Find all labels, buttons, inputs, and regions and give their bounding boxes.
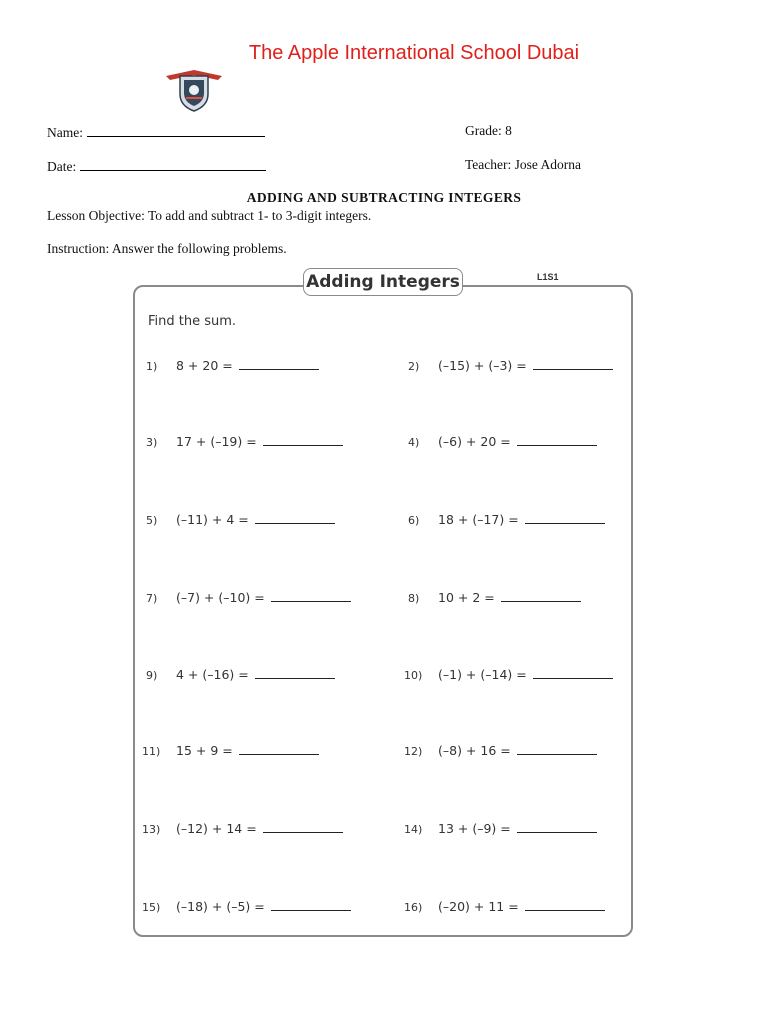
problem-number: 12)	[404, 745, 423, 758]
problem-1	[146, 357, 319, 373]
problem-12	[404, 742, 597, 758]
problem-number: 1)	[146, 360, 158, 373]
worksheet-box	[133, 285, 633, 937]
problem-expression: 8 + 20 =	[176, 358, 233, 373]
problem-number: 6)	[408, 514, 420, 527]
problem-number: 14)	[404, 823, 423, 836]
date-field[interactable]	[47, 157, 266, 175]
answer-blank[interactable]	[517, 820, 597, 833]
answer-blank[interactable]	[263, 820, 343, 833]
problem-15	[142, 898, 351, 914]
problem-16	[404, 898, 605, 914]
problem-expression: (–6) + 20 =	[438, 434, 511, 449]
problem-expression: 18 + (–17) =	[438, 512, 519, 527]
answer-blank[interactable]	[271, 898, 351, 911]
problem-expression: (–1) + (–14) =	[438, 667, 527, 682]
answer-blank[interactable]	[525, 898, 605, 911]
problem-5	[146, 511, 335, 527]
answer-blank[interactable]	[517, 433, 597, 446]
worksheet-prompt: Find the sum.	[148, 314, 237, 329]
problem-expression: (–12) + 14 =	[176, 821, 257, 836]
problem-number: 4)	[408, 436, 420, 449]
problem-number: 8)	[408, 592, 420, 605]
problem-number: 10)	[404, 669, 423, 682]
worksheet-heading: ADDING AND SUBTRACTING INTEGERS	[246, 190, 522, 205]
problem-number: 13)	[142, 823, 161, 836]
name-label: Name:	[47, 125, 83, 140]
problem-2	[408, 357, 613, 373]
name-blank[interactable]	[87, 123, 265, 137]
date-blank[interactable]	[80, 157, 266, 171]
problem-number: 3)	[146, 436, 158, 449]
lesson-objective: Lesson Objective: To add and subtract 1- to 3-digit integers.	[47, 208, 372, 223]
answer-blank[interactable]	[533, 357, 613, 370]
worksheet-code: L1S1	[537, 272, 559, 282]
problem-number: 2)	[408, 360, 420, 373]
problem-expression: 10 + 2 =	[438, 590, 495, 605]
teacher-label: Teacher: Jose Adorna	[465, 157, 582, 172]
problem-number: 15)	[142, 901, 161, 914]
problem-expression: (–11) + 4 =	[176, 512, 249, 527]
problem-number: 9)	[146, 669, 158, 682]
problem-expression: (–7) + (–10) =	[176, 590, 265, 605]
school-title: The Apple International School Dubai	[248, 42, 580, 64]
problem-14	[404, 820, 597, 836]
problem-10	[404, 666, 613, 682]
problem-8	[408, 589, 581, 605]
answer-blank[interactable]	[255, 511, 335, 524]
worksheet-title: Adding Integers	[303, 268, 463, 296]
grade-label: Grade: 8	[465, 123, 512, 138]
problem-6	[408, 511, 605, 527]
answer-blank[interactable]	[255, 666, 335, 679]
problem-4	[408, 433, 597, 449]
answer-blank[interactable]	[517, 742, 597, 755]
problem-expression: 13 + (–9) =	[438, 821, 511, 836]
answer-blank[interactable]	[501, 589, 581, 602]
problem-expression: 15 + 9 =	[176, 743, 233, 758]
problem-number: 16)	[404, 901, 423, 914]
problem-13	[142, 820, 343, 836]
problem-expression: (–8) + 16 =	[438, 743, 511, 758]
answer-blank[interactable]	[263, 433, 343, 446]
problem-expression: (–18) + (–5) =	[176, 899, 265, 914]
problem-number: 5)	[146, 514, 158, 527]
problem-11	[142, 742, 319, 758]
answer-blank[interactable]	[239, 742, 319, 755]
answer-blank[interactable]	[525, 511, 605, 524]
date-label: Date:	[47, 159, 77, 174]
instruction-text: Instruction: Answer the following problems.	[47, 241, 287, 256]
problem-expression: (–20) + 11 =	[438, 899, 519, 914]
problem-7	[146, 589, 351, 605]
problem-3	[146, 433, 343, 449]
problem-expression: 4 + (–16) =	[176, 667, 249, 682]
name-field[interactable]	[47, 123, 265, 141]
answer-blank[interactable]	[239, 357, 319, 370]
problem-number: 7)	[146, 592, 158, 605]
school-crest-icon	[164, 64, 224, 112]
problem-expression: (–15) + (–3) =	[438, 358, 527, 373]
problem-number: 11)	[142, 745, 161, 758]
problem-expression: 17 + (–19) =	[176, 434, 257, 449]
answer-blank[interactable]	[271, 589, 351, 602]
problem-9	[146, 666, 335, 682]
answer-blank[interactable]	[533, 666, 613, 679]
